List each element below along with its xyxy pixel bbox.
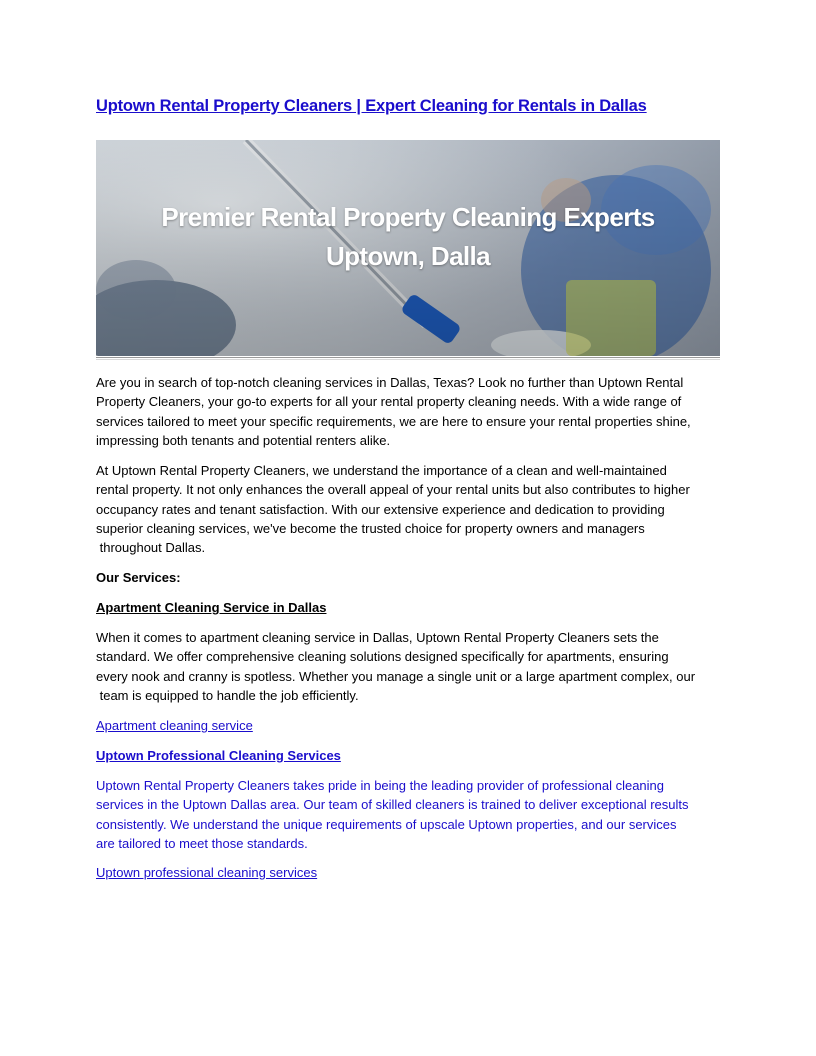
apartment-link-line [96, 716, 722, 735]
apartment-cleaning-link[interactable]: Apartment cleaning service [96, 718, 253, 733]
professional-paragraph [96, 776, 722, 853]
text-line: Are you in search of top-notch cleaning services in Dallas, Texas? Look no further than Uptown Rental [96, 375, 684, 390]
professional-link-line [96, 863, 722, 882]
text-line: are tailored to meet those standards. [96, 835, 308, 851]
text-line: At Uptown Rental Property Cleaners, we understand the importance of a clean and well-maintained [96, 463, 667, 478]
professional-heading-line [96, 746, 722, 765]
text-line: Property Cleaners, your go-to experts for all your rental property cleaning needs. With a wide range of [96, 394, 682, 410]
text-line: services tailored to meet your specific requirements, we are here to ensure your rental properties shine, [96, 413, 691, 429]
text-line: Uptown Rental Property Cleaners takes pride in being the leading provider of professional cleaning [96, 778, 665, 793]
apartment-heading: Apartment Cleaning Service in Dallas [96, 600, 327, 615]
text-line: every nook and cranny is spotless. Whether you manage a single unit or a large apartment complex, our [96, 668, 696, 684]
text-line: When it comes to apartment cleaning service in Dallas, Uptown Rental Property Cleaners sets the [96, 630, 659, 645]
about-paragraph [96, 461, 722, 557]
text-line: team is equipped to handle the job efficiently. [96, 687, 359, 703]
text-line: consistently. We understand the unique requirements of upscale Uptown properties, and our services [96, 816, 677, 832]
text-line: standard. We offer comprehensive cleaning solutions designed specifically for apartments, ensuring [96, 649, 669, 665]
text-line: throughout Dallas. [96, 540, 206, 556]
text-line: services in the Uptown Dallas area. Our team of skilled cleaners is trained to deliver exceptional results [96, 797, 689, 813]
hero-banner-image [96, 140, 720, 356]
text-line: occupancy rates and tenant satisfaction. With our extensive experience and dedication to providing [96, 501, 665, 517]
hero-heading-line-1: Premier Rental Property Cleaning Experts [161, 202, 655, 232]
text-line: impressing both tenants and potential renters alike. [96, 432, 391, 448]
text-line: rental property. It not only enhances the overall appeal of your rental units but also contributes to higher [96, 482, 690, 498]
text-line: superior cleaning services, we've become the trusted choice for property owners and managers [96, 520, 645, 536]
intro-paragraph [96, 373, 722, 450]
uptown-professional-cleaning-link[interactable]: Uptown professional cleaning services [96, 865, 318, 880]
hero-heading-line-2: Uptown, Dalla [325, 241, 491, 271]
horizontal-divider [96, 357, 720, 360]
services-heading: Our Services: [96, 570, 181, 585]
page-title-link[interactable]: Uptown Rental Property Cleaners | Expert Cleaning for Rentals in Dallas [96, 97, 647, 115]
professional-heading-link[interactable]: Uptown Professional Cleaning Services [96, 748, 341, 763]
apartment-paragraph [96, 628, 722, 705]
